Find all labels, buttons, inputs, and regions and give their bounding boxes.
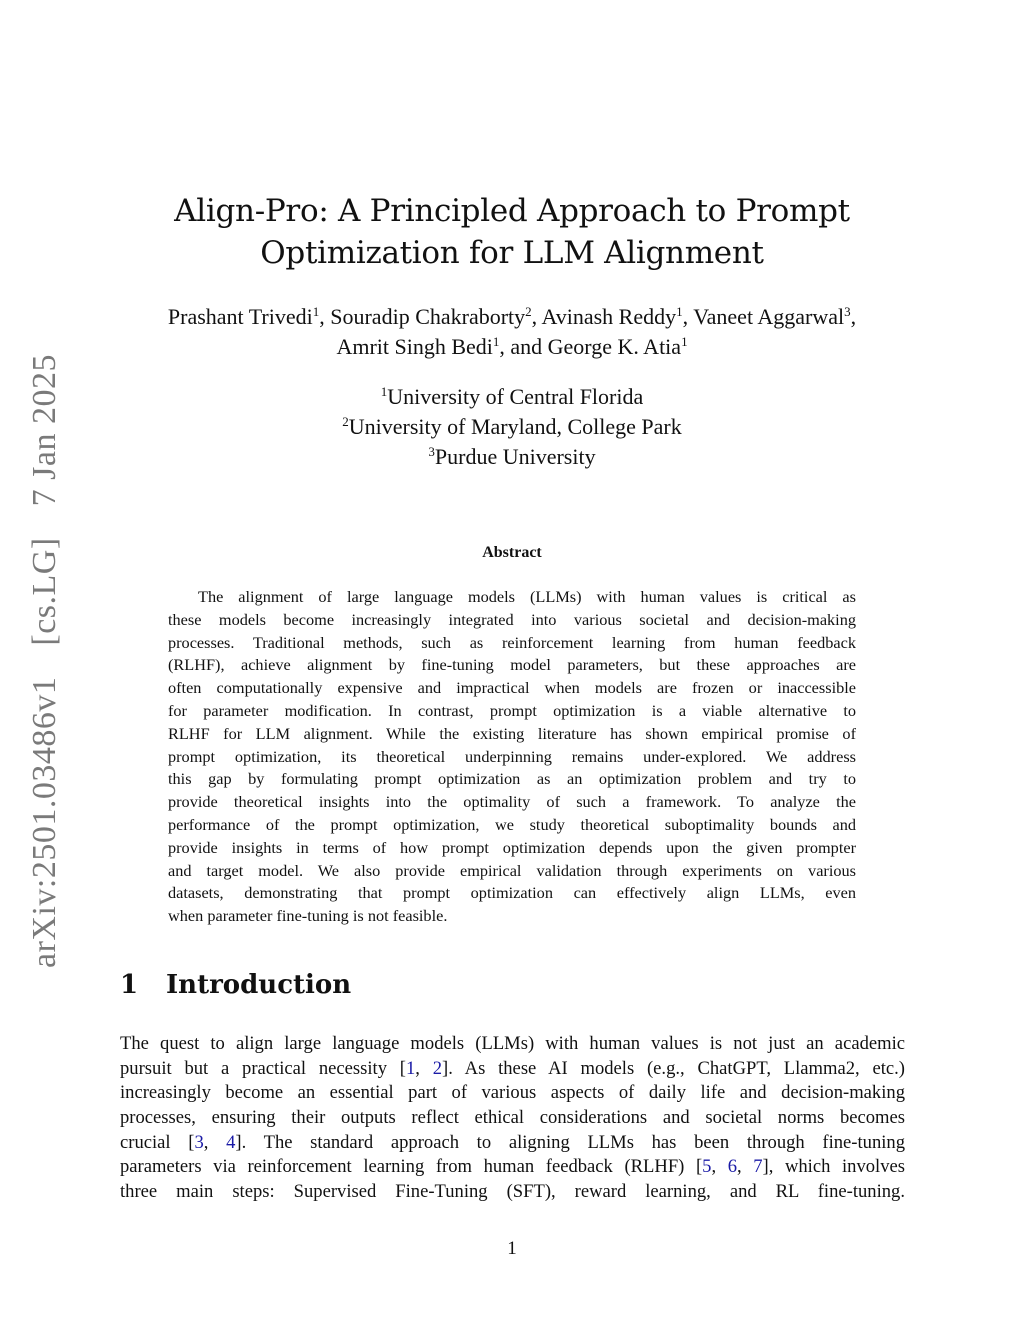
author-separator: , xyxy=(319,304,331,329)
intro-text: parameters via reinforcement learning from human feedback (RLHF) [ xyxy=(120,1156,703,1178)
citation-link[interactable]: 3 xyxy=(194,1131,204,1153)
citation-link[interactable]: 4 xyxy=(226,1131,236,1153)
affiliation-number: 2 xyxy=(342,414,349,429)
author-line-2 xyxy=(0,332,1024,362)
intro-text: processes, ensuring their outputs reflect ethical considerations and societal norms becomes xyxy=(120,1107,905,1129)
paper-title xyxy=(0,190,1024,274)
affiliation xyxy=(0,442,1024,472)
affiliation-name: University of Maryland, College Park xyxy=(348,414,682,439)
author-name: Amrit Singh Bedi xyxy=(336,334,493,359)
author-affiliation-mark: 2 xyxy=(525,304,532,319)
abstract-line: The alignment of large language models (LLMs) with human values is critical as xyxy=(198,587,856,606)
intro-text: pursuit but a practical necessity [ xyxy=(120,1057,406,1079)
author-affiliation-mark: 1 xyxy=(676,304,683,319)
intro-text: , xyxy=(415,1057,433,1079)
intro-text: ]. As these AI models (e.g., ChatGPT, Llamma2, etc.) xyxy=(442,1057,905,1079)
intro-line xyxy=(120,1081,905,1106)
author-affiliation-mark: 1 xyxy=(492,334,500,349)
abstract-line: provide insights in terms of how prompt optimization depends upon the given prompter xyxy=(168,837,856,857)
intro-line xyxy=(120,1155,905,1180)
affiliation xyxy=(0,382,1024,412)
author-separator: , xyxy=(850,304,857,329)
section-title: Introduction xyxy=(166,970,352,1000)
citation-link[interactable]: 1 xyxy=(405,1057,416,1079)
abstract-heading: Abstract xyxy=(482,544,542,561)
author-line-1 xyxy=(0,302,1024,332)
author-affiliation-mark: 1 xyxy=(681,334,688,349)
citation-link[interactable]: 6 xyxy=(727,1156,737,1178)
abstract-line: for parameter modification. In contrast, prompt optimization is a viable alternative to xyxy=(168,700,856,720)
paper-title-line-2: Optimization for LLM Alignment xyxy=(260,235,764,271)
affiliation-name: University of Central Florida xyxy=(387,384,644,409)
abstract-line: (RLHF), achieve alignment by fine-tuning model parameters, but these approaches are xyxy=(168,655,856,675)
author-name: Prashant Trivedi xyxy=(167,304,313,329)
abstract-line: prompt optimization, its theoretical underpinning remains under-explored. We address xyxy=(168,746,856,766)
intro-text: ]. The standard approach to aligning LLMs has been through fine-tuning xyxy=(235,1131,905,1153)
arxiv-date: 7 Jan 2025 xyxy=(26,354,63,507)
intro-text: crucial [ xyxy=(120,1131,195,1153)
abstract-line: these models become increasingly integrated into various societal and decision-making xyxy=(168,609,856,629)
intro-text: The quest to align large language models (LLMs) with human values is not just an academic xyxy=(120,1033,905,1054)
page-number: 1 xyxy=(507,1238,517,1259)
section-heading-introduction xyxy=(120,970,351,1000)
author-separator: , xyxy=(531,304,542,329)
paper-title-line-1: Align-Pro: A Principled Approach to Prompt xyxy=(174,193,850,229)
citation-link[interactable]: 7 xyxy=(753,1156,763,1178)
author-name: Vaneet Aggarwal xyxy=(693,304,845,329)
arxiv-category: [cs.LG] xyxy=(26,537,63,646)
author-name: Avinash Reddy xyxy=(541,304,677,329)
intro-text: three main steps: Supervised Fine-Tuning (SFT), reward learning, and RL fine-tuning. xyxy=(120,1181,905,1203)
abstract-line: often computationally expensive and impractical when models are frozen or inaccessible xyxy=(168,678,856,698)
abstract-line: provide theoretical insights into the optimality of such a framework. To analyze the xyxy=(168,792,856,812)
author-name: George K. Atia xyxy=(547,334,682,359)
abstract-line: when parameter fine-tuning is not feasible. xyxy=(168,906,448,926)
affiliation-number: 1 xyxy=(380,384,388,399)
intro-line xyxy=(120,1106,905,1131)
arxiv-id: arXiv:2501.03486v1 xyxy=(26,676,63,968)
introduction-body xyxy=(120,1032,905,1205)
intro-text: , xyxy=(736,1156,754,1178)
abstract-line: datasets, demonstrating that prompt optimization can effectively align LLMs, even xyxy=(168,883,856,903)
author-separator: , xyxy=(682,304,694,329)
intro-text: ], which involves xyxy=(762,1156,905,1178)
intro-line xyxy=(120,1180,905,1205)
citation-link[interactable]: 2 xyxy=(432,1057,443,1079)
author-name: Souradip Chakraborty xyxy=(330,304,526,329)
abstract-line: RLHF for LLM alignment. While the existing literature has shown empirical promise of xyxy=(168,723,856,743)
intro-line xyxy=(120,1057,905,1082)
author-list xyxy=(0,302,1024,362)
affiliation-list xyxy=(0,382,1024,472)
affiliation-number: 3 xyxy=(428,444,435,459)
section-number: 1 xyxy=(120,970,139,1000)
intro-line xyxy=(120,1131,905,1156)
abstract-line: performance of the prompt optimization, we study theoretical suboptimality bounds and xyxy=(168,814,856,834)
abstract-line: processes. Traditional methods, such as reinforcement learning from human feedback xyxy=(168,632,856,652)
abstract-line: this gap by formulating prompt optimization as an optimization problem and try to xyxy=(168,769,856,789)
intro-line xyxy=(120,1032,905,1057)
author-affiliation-mark: 3 xyxy=(844,304,851,319)
author-separator: , and xyxy=(499,334,548,359)
affiliation-name: Purdue University xyxy=(434,444,596,469)
abstract-body xyxy=(168,586,856,928)
citation-link[interactable]: 5 xyxy=(702,1156,712,1178)
author-affiliation-mark: 1 xyxy=(312,304,320,319)
affiliation xyxy=(0,412,1024,442)
intro-text: increasingly become an essential part of various aspects of daily life and decision-making xyxy=(120,1082,905,1104)
abstract-line: and target model. We also provide empirical validation through experiments on various xyxy=(168,860,856,880)
intro-text: , xyxy=(203,1131,227,1153)
intro-text: , xyxy=(711,1156,728,1178)
